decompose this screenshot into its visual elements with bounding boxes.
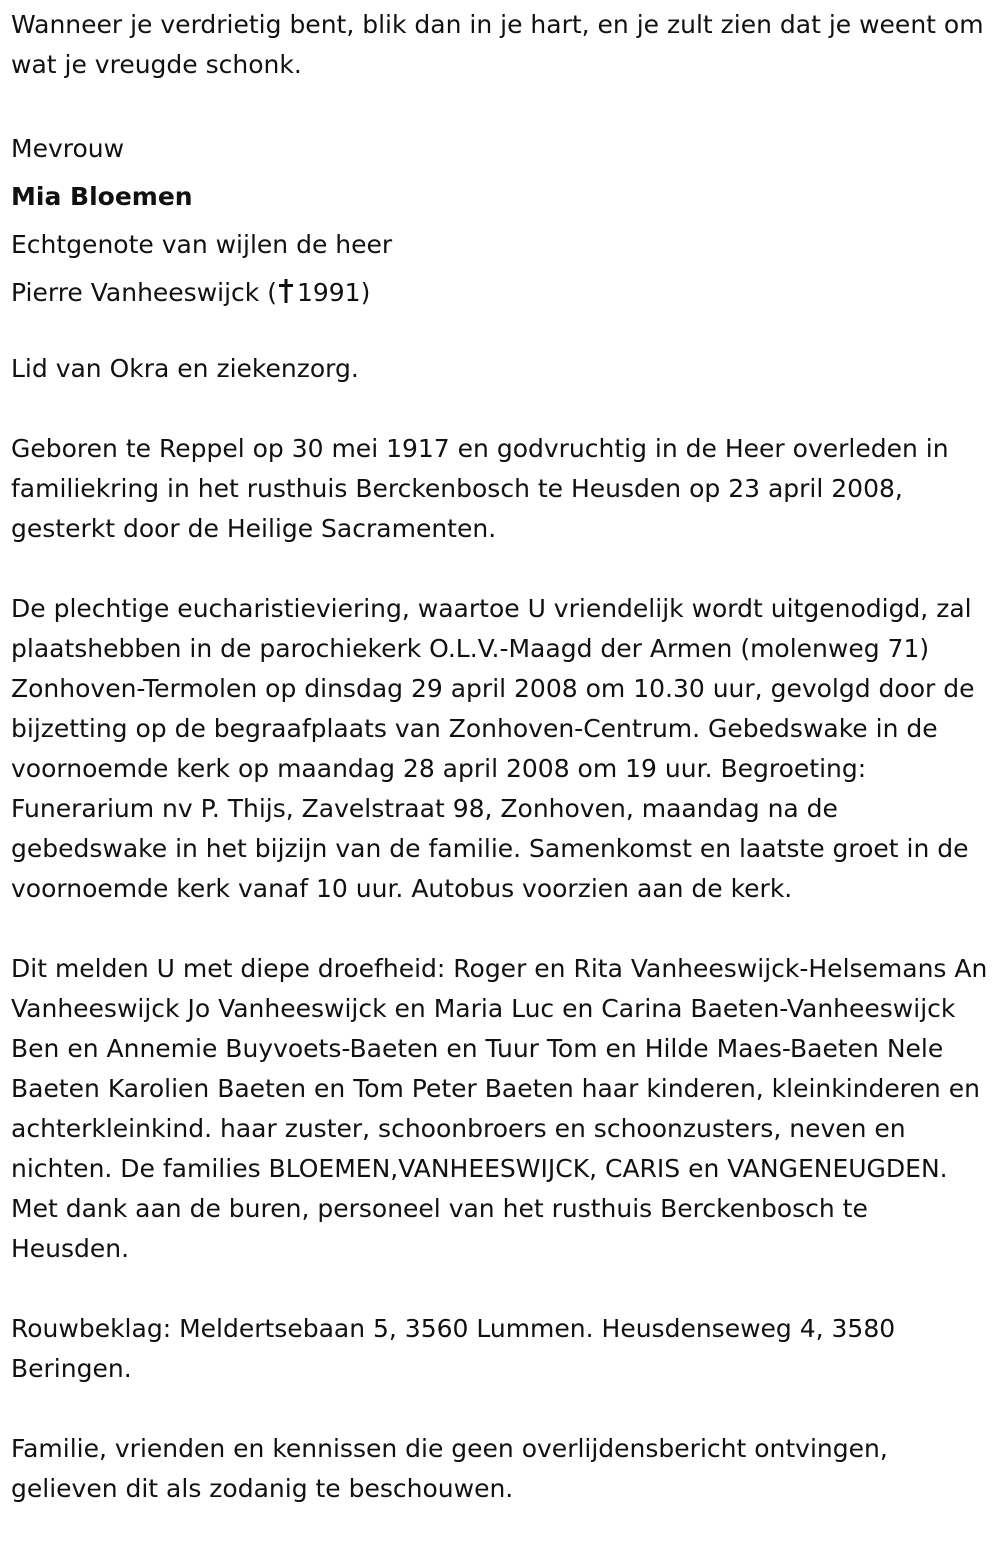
spacer xyxy=(11,389,993,429)
spouse-death-year: 1991) xyxy=(296,278,371,307)
person-name: Mia Bloemen xyxy=(11,182,193,211)
spouse-name: Pierre Vanheeswijck ( xyxy=(11,278,277,307)
spacer xyxy=(11,317,993,349)
opening-quote: Wanneer je verdrietig bent, blik dan in je hart, en je zult zien dat je weent om wat je vreugde schonk. xyxy=(11,10,984,79)
condolences-text: Rouwbeklag: Meldertsebaan 5, 3560 Lummen. Heusdenseweg 4, 3580 Beringen. xyxy=(11,1314,896,1383)
spacer xyxy=(11,1269,993,1309)
closing-text: Familie, vrienden en kennissen die geen overlijdensbericht ontvingen, gelieven dit als zodanig te beschouwen. xyxy=(11,1434,888,1503)
spacer xyxy=(11,1389,993,1429)
membership-text: Lid van Okra en ziekenzorg. xyxy=(11,354,359,383)
person-title: Mevrouw xyxy=(11,134,125,163)
obituary-document xyxy=(11,5,993,1509)
spacer xyxy=(11,549,993,589)
spouse-line: Echtgenote van wijlen de heer xyxy=(11,230,393,259)
family-text: Dit melden U met diepe droefheid: Roger en Rita Vanheeswijck-Helsemans An Vanheeswijck Jo Vanheeswijck en Maria Luc en Carina Baeten-Vanheeswijck Ben en Annemie Buyvoets-Baeten en Tuur Tom en Hilde Maes-Baeten Nele Baeten Karolien Baeten en Tom Peter Baeten haar kinderen, kleinkinderen en achterkleinkind. haar zuster, schoonbroers en schoonzusters, neven en nichten. De families BLOEMEN,VANHEESWIJCK, CARIS en VANGENEUGDEN. Met dank aan de buren, personeel van het rusthuis Berckenbosch te Heusden. xyxy=(11,954,988,1263)
spacer xyxy=(11,85,993,125)
ceremony-text: De plechtige eucharistieviering, waartoe U vriendelijk wordt uitgenodigd, zal plaatshebben in de parochiekerk O.L.V.-Maagd der Armen (molenweg 71) Zonhoven-Termolen op dinsdag 29 april 2008 om 10.30 uur, gevolgd door de bijzetting op de begraafplaats van Zonhoven-Centrum. Gebedswake in de voornoemde kerk op maandag 28 april 2008 om 19 uur. Begroeting: Funerarium nv P. Thijs, Zavelstraat 98, Zonhoven, maandag na de gebedswake in het bijzijn van de familie. Samenkomst en laatste groet in de voornoemde kerk vanaf 10 uur. Autobus voorzien aan de kerk. xyxy=(11,594,975,903)
spouse-name-line xyxy=(11,269,993,317)
birth-death-text: Geboren te Reppel op 30 mei 1917 en godvruchtig in de Heer overleden in familiekring in het rusthuis Berckenbosch te Heusden op 23 april 2008, gesterkt door de Heilige Sacramenten. xyxy=(11,434,949,543)
spacer xyxy=(11,909,993,949)
latin-cross-icon xyxy=(279,278,293,304)
